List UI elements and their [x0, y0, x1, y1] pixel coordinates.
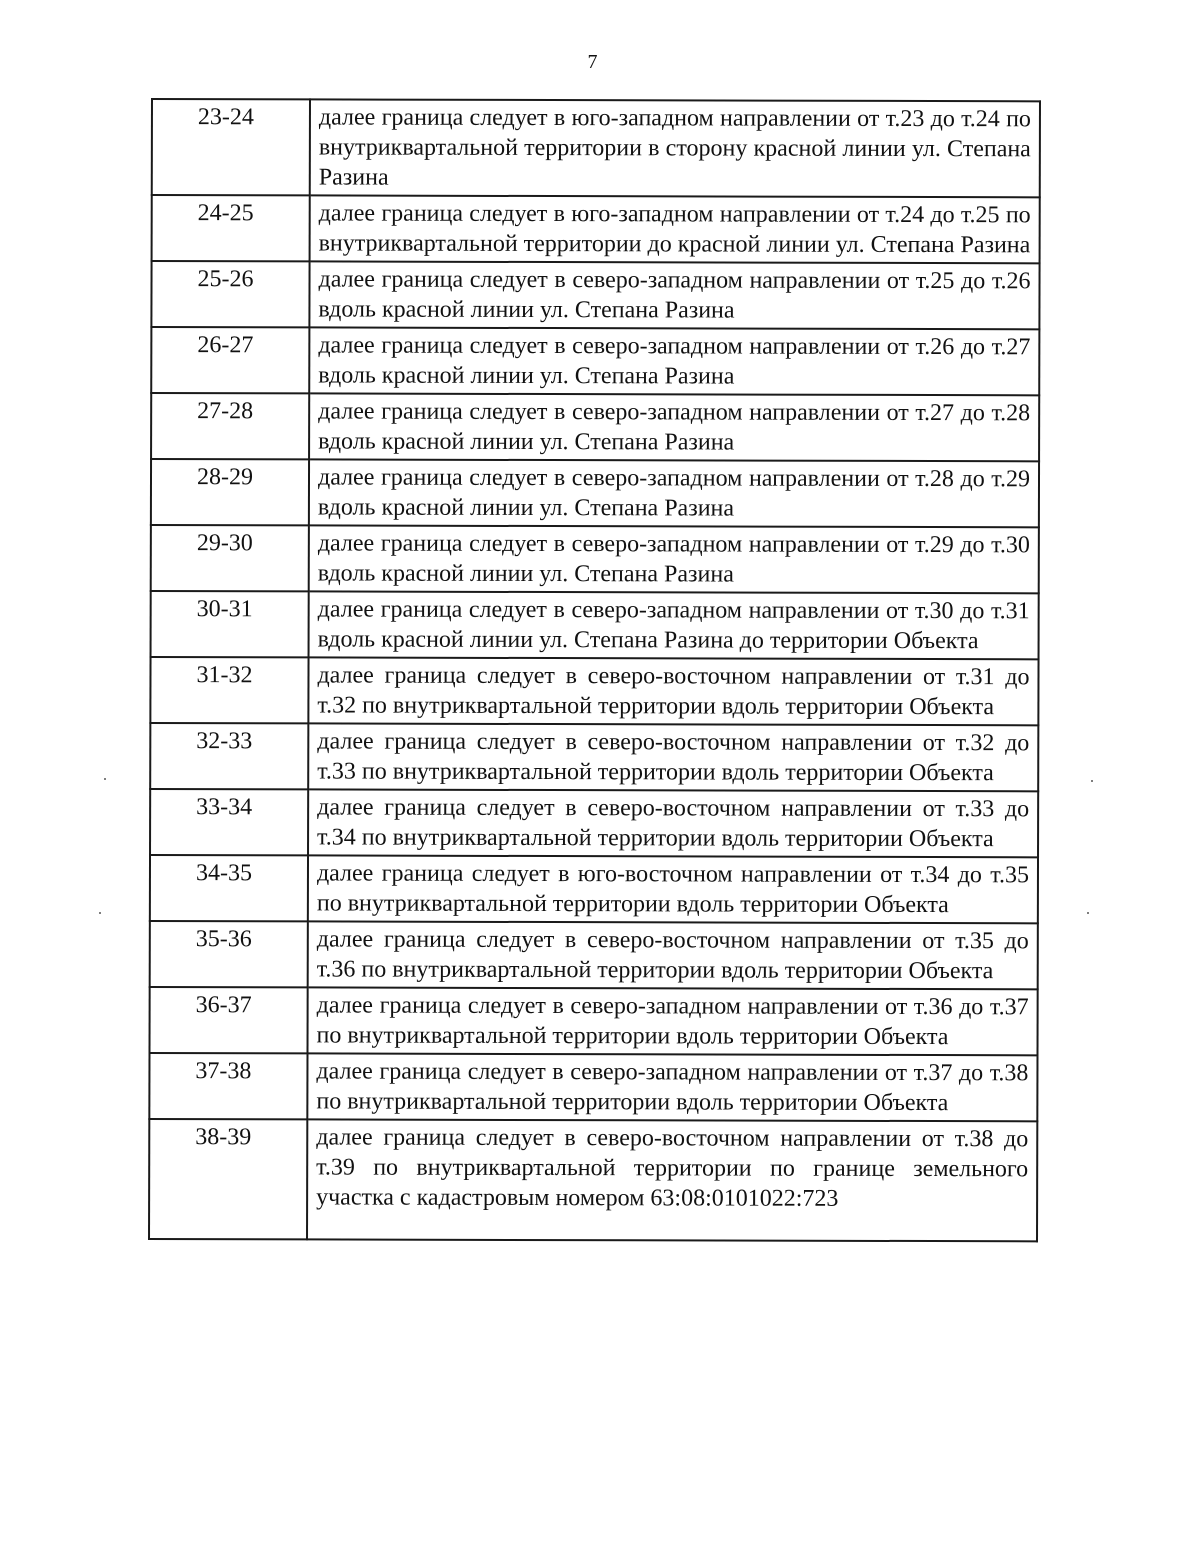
- segment-cell: 25-26: [151, 261, 309, 327]
- table-row: [151, 393, 1039, 461]
- segment-cell: 35-36: [150, 921, 308, 987]
- table-row: [150, 855, 1038, 923]
- table-row: [149, 1053, 1037, 1121]
- table-row: [151, 459, 1039, 527]
- description-cell: далее граница следует в северо-западном направлении от т.36 до т.37 по внутриквартальной территории вдоль территории Объекта: [307, 987, 1037, 1055]
- segment-cell: 31-32: [150, 657, 308, 723]
- description-cell: далее граница следует в северо-западном направлении от т.26 до т.27 вдоль красной линии ул. Степана Разина: [309, 327, 1039, 395]
- segment-cell: 28-29: [151, 459, 309, 525]
- table-row: [150, 789, 1038, 857]
- table-row: [149, 987, 1037, 1055]
- description-cell: далее граница следует в юго-западном направлении от т.23 до т.24 по внутриквартальной территории в сторону красной линии ул. Степана Разина: [310, 99, 1040, 197]
- table-row: [149, 1119, 1037, 1241]
- scan-speck: [99, 912, 101, 914]
- page-number: 7: [587, 51, 598, 73]
- description-cell: далее граница следует в северо-западном направлении от т.25 до т.26 вдоль красной линии ул. Степана Разина: [309, 261, 1039, 329]
- segment-cell: 32-33: [150, 723, 308, 789]
- description-cell: далее граница следует в северо-восточном направлении от т.38 до т.39 по внутриквартальной территории по границе земельного участка с кадастровым номером 63:08:0101022:723: [307, 1119, 1037, 1241]
- table-row: [152, 195, 1040, 263]
- segment-cell: 30-31: [151, 591, 309, 657]
- description-cell: далее граница следует в северо-восточном направлении от т.32 до т.33 по внутриквартальной территории вдоль территории Объекта: [308, 723, 1038, 791]
- table-row: [150, 657, 1038, 725]
- table-row: [151, 327, 1039, 395]
- segment-cell: 34-35: [150, 855, 308, 921]
- table-row: [150, 921, 1038, 989]
- description-cell: далее граница следует в северо-западном направлении от т.37 до т.38 по внутриквартальной территории вдоль территории Объекта: [307, 1053, 1037, 1121]
- description-cell: далее граница следует в северо-восточном направлении от т.35 до т.36 по внутриквартальной территории вдоль территории Объекта: [308, 921, 1038, 989]
- segment-cell: 29-30: [151, 525, 309, 591]
- table-row: [151, 525, 1039, 593]
- segment-cell: 24-25: [152, 195, 310, 261]
- segment-cell: 26-27: [151, 327, 309, 393]
- description-cell: далее граница следует в северо-восточном направлении от т.33 до т.34 по внутриквартальной территории вдоль территории Объекта: [308, 789, 1038, 857]
- scan-speck: [1091, 780, 1093, 782]
- segment-cell: 23-24: [152, 99, 310, 195]
- boundary-description-table: [148, 98, 1041, 1242]
- description-cell: далее граница следует в северо-западном направлении от т.30 до т.31 вдоль красной линии ул. Степана Разина до территории Объекта: [309, 591, 1039, 659]
- table-row: [151, 591, 1039, 659]
- description-cell: далее граница следует в юго-восточном направлении от т.34 до т.35 по внутриквартальной территории вдоль территории Объекта: [308, 855, 1038, 923]
- description-cell: далее граница следует в северо-восточном направлении от т.31 до т.32 по внутриквартальной территории вдоль территории Объекта: [308, 657, 1038, 725]
- segment-cell: 38-39: [149, 1119, 307, 1239]
- segment-cell: 36-37: [149, 987, 307, 1053]
- scan-speck: [104, 778, 106, 780]
- description-cell: далее граница следует в северо-западном направлении от т.28 до т.29 вдоль красной линии ул. Степана Разина: [309, 459, 1039, 527]
- table-row: [150, 723, 1038, 791]
- description-cell: далее граница следует в северо-западном направлении от т.29 до т.30 вдоль красной линии ул. Степана Разина: [309, 525, 1039, 593]
- table-row: [151, 261, 1039, 329]
- description-cell: далее граница следует в юго-западном направлении от т.24 до т.25 по внутриквартальной территории до красной линии ул. Степана Разина: [310, 195, 1040, 263]
- segment-cell: 37-38: [149, 1053, 307, 1119]
- segment-cell: 27-28: [151, 393, 309, 459]
- scan-speck: [1087, 912, 1089, 914]
- description-cell: далее граница следует в северо-западном направлении от т.27 до т.28 вдоль красной линии ул. Степана Разина: [309, 393, 1039, 461]
- table-row: [152, 99, 1040, 197]
- segment-cell: 33-34: [150, 789, 308, 855]
